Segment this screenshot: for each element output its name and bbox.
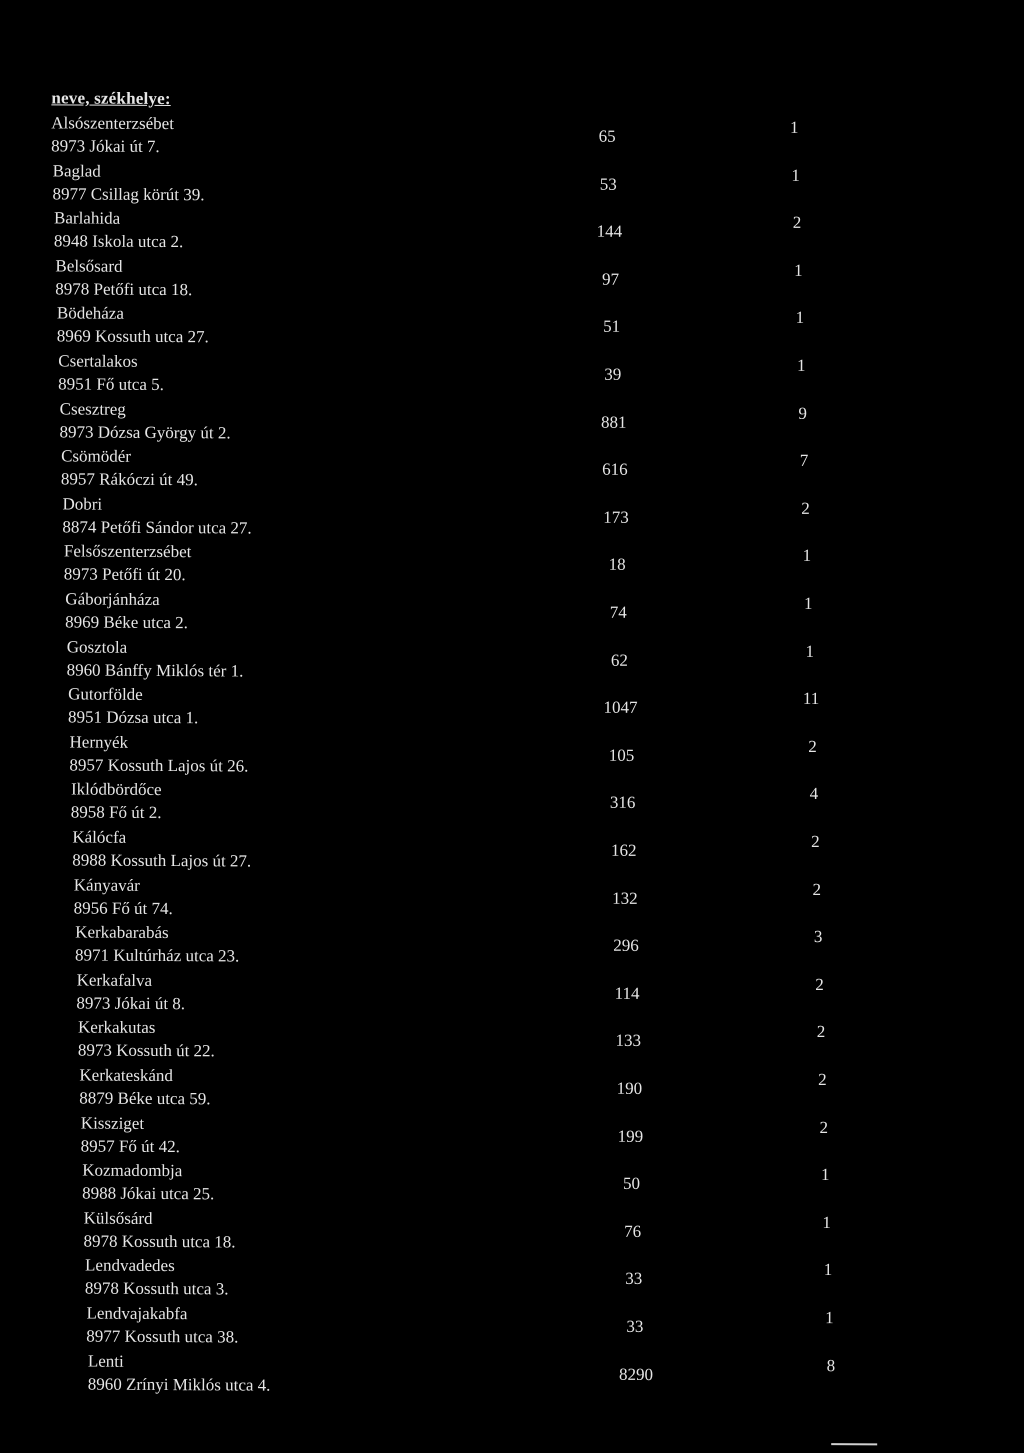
- municipality-address: 8956 Fő út 74.: [73, 898, 173, 918]
- population-value: 50: [623, 1174, 641, 1194]
- municipality-name: Felsőszenterzsébet: [63, 541, 192, 562]
- municipality-address: 8977 Kossuth utca 38.: [86, 1326, 239, 1347]
- municipality-address: 8978 Petőfi utca 18.: [55, 279, 193, 299]
- municipality-name: Lenti: [87, 1351, 124, 1371]
- municipality-name: Kerkateskánd: [79, 1065, 173, 1086]
- municipality-address: 8960 Bánffy Miklós tér 1.: [66, 660, 244, 681]
- municipality-address: 8958 Fő út 2.: [70, 802, 162, 823]
- count-value: 1: [825, 1308, 834, 1328]
- municipality-name: Lendvadedes: [85, 1255, 175, 1276]
- municipality-name: Hernyék: [69, 732, 129, 752]
- count-value: 1: [795, 308, 805, 328]
- population-value: 97: [601, 269, 620, 289]
- municipality-address: 8957 Fő út 42.: [80, 1136, 180, 1156]
- municipality-address: 8978 Kossuth utca 18.: [83, 1231, 236, 1252]
- list-item: [0, 1255, 1016, 1308]
- list-item: [0, 494, 1021, 547]
- municipality-address: 8874 Petőfi Sándor utca 27.: [62, 517, 252, 538]
- municipality-address: 8973 Petőfi út 20.: [63, 564, 186, 585]
- count-value: 1: [802, 546, 812, 566]
- list-item: [0, 732, 1020, 785]
- municipality-address: 8977 Csillag körút 39.: [52, 183, 205, 204]
- list-item: [0, 1160, 1017, 1213]
- municipality-name: Lendvajakabfa: [86, 1303, 188, 1324]
- population-value: 1047: [603, 697, 638, 718]
- count-value: 1: [794, 260, 803, 280]
- list-item: [0, 779, 1019, 832]
- column-header: neve, székhelye:: [51, 88, 171, 109]
- population-value: 18: [608, 555, 626, 575]
- count-value: 9: [798, 403, 807, 423]
- municipality-name: Gutorfölde: [68, 684, 143, 705]
- list-item: [0, 1303, 1016, 1356]
- population-value: 33: [625, 1269, 643, 1289]
- count-value: 1: [822, 1212, 831, 1232]
- count-value: 1: [804, 593, 813, 613]
- population-value: 162: [611, 840, 637, 860]
- municipality-name: Kerkabarabás: [75, 922, 169, 943]
- municipality-address: 8969 Kossuth utca 27.: [56, 326, 209, 347]
- population-value: 144: [596, 221, 623, 241]
- list-item: [0, 922, 1018, 975]
- municipality-address: 8957 Kossuth Lajos út 26.: [69, 755, 249, 776]
- count-value: 1: [820, 1165, 830, 1185]
- list-item: [0, 113, 1023, 166]
- municipality-name: Belsősard: [55, 256, 123, 276]
- population-value: 173: [603, 507, 629, 527]
- count-value: 1: [791, 165, 800, 185]
- list-item: [0, 589, 1020, 642]
- list-item: [0, 161, 1023, 214]
- list-item: [0, 1208, 1017, 1261]
- list-item: [0, 1113, 1017, 1166]
- list-item: [0, 303, 1022, 356]
- count-value: 4: [809, 784, 819, 804]
- population-value: 33: [626, 1316, 644, 1336]
- population-value: 616: [602, 459, 628, 480]
- count-value: 8: [826, 1355, 836, 1375]
- list-item: [0, 208, 1023, 261]
- footer-dash: [831, 1443, 877, 1445]
- list-item: [0, 399, 1022, 452]
- municipality-address: 8978 Kossuth utca 3.: [84, 1278, 229, 1299]
- municipality-name: Dobri: [62, 494, 103, 514]
- municipality-address: 8988 Kossuth Lajos út 27.: [72, 850, 252, 871]
- population-value: 133: [615, 1031, 642, 1051]
- count-value: 7: [799, 451, 809, 471]
- list-item: [0, 970, 1018, 1023]
- municipality-name: Kozmadombja: [82, 1160, 183, 1181]
- count-value: 1: [805, 641, 815, 661]
- list-item: [0, 875, 1019, 928]
- municipality-name: Csertalakos: [58, 351, 138, 371]
- list-item: [0, 1017, 1018, 1070]
- municipality-name: Gosztola: [66, 637, 128, 657]
- municipality-address: 8951 Fő utca 5.: [58, 374, 164, 395]
- municipality-address: 8951 Dózsa utca 1.: [67, 707, 199, 728]
- population-value: 199: [617, 1126, 644, 1146]
- municipality-name: Kerkafalva: [76, 970, 153, 990]
- count-value: 1: [796, 355, 806, 375]
- population-value: 74: [609, 602, 627, 622]
- municipality-name: Alsószenterzsébet: [51, 113, 175, 134]
- list-item: [0, 256, 1022, 309]
- list-item: [0, 1351, 1016, 1404]
- count-value: 2: [816, 1022, 826, 1042]
- count-value: 2: [815, 974, 824, 994]
- population-value: 65: [598, 126, 616, 146]
- municipality-address: 8948 Iskola utca 2.: [53, 231, 184, 252]
- population-value: 76: [624, 1221, 642, 1241]
- count-value: 2: [811, 831, 820, 852]
- count-value: 11: [802, 689, 820, 709]
- population-value: 105: [608, 745, 635, 765]
- list-item: [0, 637, 1020, 690]
- municipality-address: 8957 Rákóczi út 49.: [60, 469, 198, 490]
- list-item: [0, 541, 1021, 594]
- municipality-name: Iklódbördőce: [70, 779, 162, 800]
- count-value: 2: [819, 1117, 829, 1137]
- municipality-address: 8960 Zrínyi Miklós utca 4.: [87, 1374, 271, 1395]
- municipality-name: Csömödér: [61, 446, 132, 466]
- population-value: 132: [612, 888, 638, 908]
- population-value: 114: [614, 983, 640, 1003]
- municipality-name: Baglad: [52, 160, 101, 181]
- municipality-address: 8973 Dózsa György út 2.: [59, 421, 231, 443]
- municipality-name: Kányavár: [73, 875, 140, 895]
- municipality-address: 8973 Jókai út 8.: [76, 993, 186, 1013]
- municipality-address: 8971 Kultúrház utca 23.: [74, 945, 240, 966]
- municipality-name: Kálócfa: [72, 827, 127, 847]
- municipality-name: Csesztreg: [59, 398, 126, 419]
- count-value: 2: [818, 1070, 827, 1090]
- count-value: 2: [812, 879, 822, 899]
- municipality-address: 8973 Jókai út 7.: [51, 136, 160, 156]
- municipality-address: 8879 Béke utca 59.: [79, 1088, 211, 1109]
- municipality-name: Barlahida: [54, 208, 121, 228]
- municipality-address: 8973 Kossuth út 22.: [77, 1040, 215, 1061]
- municipality-name: Kissziget: [80, 1113, 145, 1133]
- count-value: 1: [789, 117, 799, 137]
- population-value: 39: [604, 364, 622, 384]
- list-item: [0, 684, 1020, 737]
- population-value: 881: [601, 412, 627, 432]
- count-value: 2: [792, 213, 802, 233]
- municipality-address: 8988 Jókai utca 25.: [82, 1183, 215, 1204]
- population-value: 62: [610, 650, 628, 670]
- population-value: 53: [599, 174, 617, 194]
- municipality-name: Kerkakutas: [77, 1017, 156, 1038]
- population-value: 316: [609, 793, 636, 813]
- population-value: 190: [616, 1078, 643, 1098]
- population-value: 8290: [618, 1364, 654, 1384]
- municipality-name: Külsősárd: [83, 1208, 153, 1228]
- list-item: [0, 446, 1021, 499]
- count-value: 2: [808, 736, 817, 756]
- count-value: 3: [813, 927, 823, 947]
- count-value: 1: [823, 1260, 833, 1280]
- population-value: 51: [603, 317, 621, 337]
- municipality-address: 8969 Béke utca 2.: [65, 612, 189, 633]
- count-value: 2: [801, 498, 810, 518]
- municipality-name: Gáborjánháza: [65, 589, 160, 609]
- list-item: [0, 351, 1022, 404]
- municipality-name: Bödeháza: [56, 303, 124, 324]
- list-item: [0, 1065, 1017, 1118]
- list-item: [0, 827, 1019, 880]
- population-value: 296: [613, 935, 639, 956]
